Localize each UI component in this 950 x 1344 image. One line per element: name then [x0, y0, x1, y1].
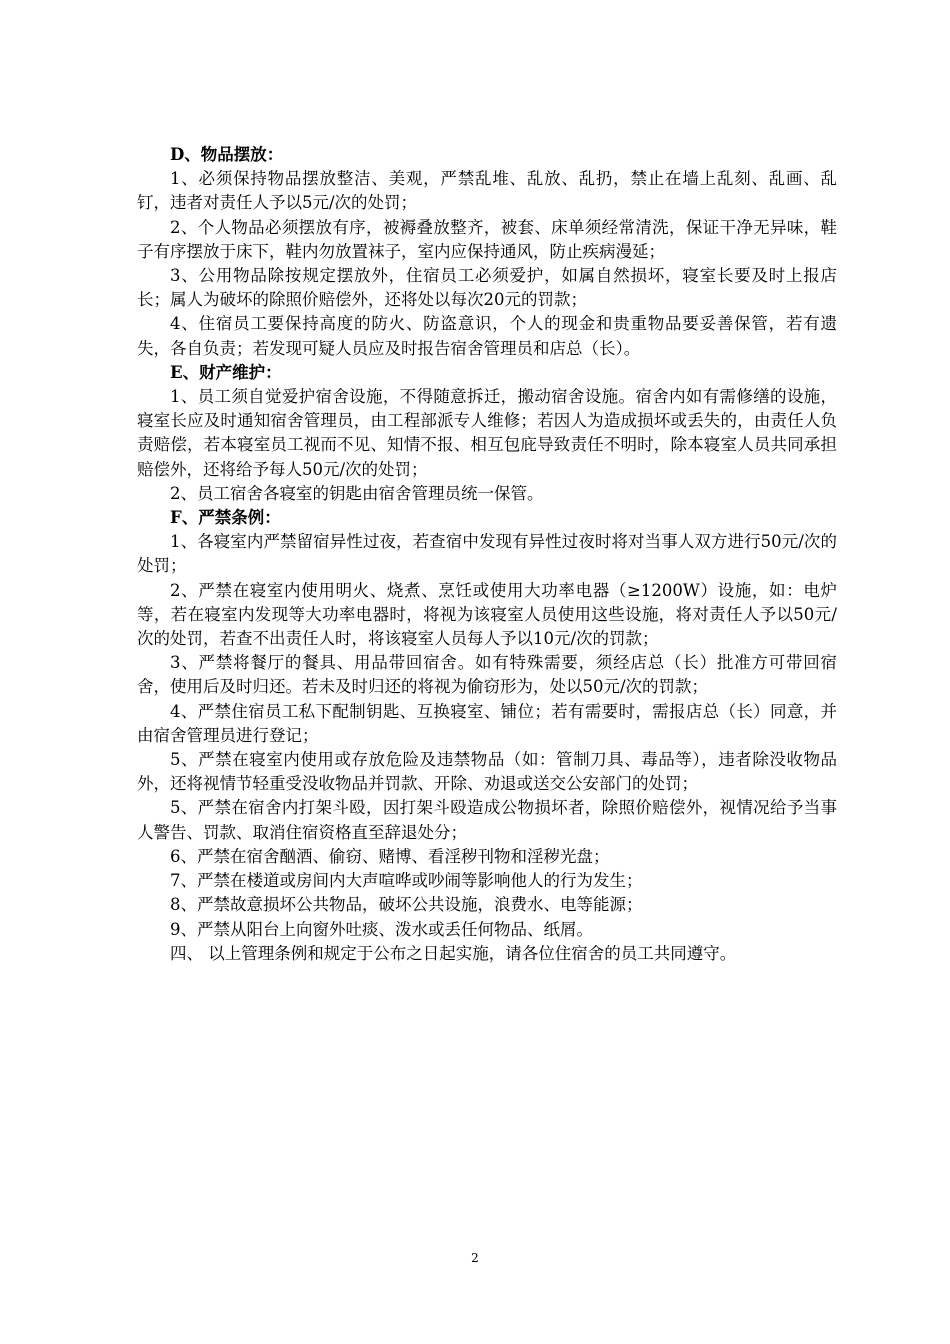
section-f-item-3: 3、严禁将餐厅的餐具、用品带回宿舍。如有特殊需要，须经店总（长）批准方可带回宿舍，使用后及时归还。若未及时归还的将视为偷窃形为，处以50元/次的罚款； [137, 653, 837, 697]
section-e-item-1: 1、员工须自觉爱护宿舍设施，不得随意拆迁，搬动宿舍设施。宿舍内如有需修缮的设施，寝室长应及时通知宿舍管理员，由工程部派专人维修；若因人为造成损坏或丢失的，由责任人负责赔偿，若本寝室员工视而不见、知情不报、相互包庇导致责任不明时，除本寝室人员共同承担赔偿外，还将给予每人50元/次的处罚； [137, 387, 837, 479]
section-d-item-3: 3、公用物品除按规定摆放外，住宿员工必须爱护，如属自然损坏，寝室长要及时上报店长；属人为破坏的除照价赔偿外，还将处以每次20元的罚款； [137, 266, 837, 310]
section-d-item-1: 1、必须保持物品摆放整洁、美观，严禁乱堆、乱放、乱扔，禁止在墙上乱刻、乱画、乱钉，违者对责任人予以5元/次的处罚； [137, 169, 837, 213]
section-d-heading: D、物品摆放： [170, 145, 284, 164]
section-f-item-4: 4、严禁住宿员工私下配制钥匙、互换寝室、铺位；若有需要时，需报店总（长）同意，并由宿舍管理员进行登记； [137, 701, 837, 745]
page-number: 2 [471, 1251, 479, 1265]
section-d-item-4: 4、住宿员工要保持高度的防火、防盗意识，个人的现金和贵重物品要妥善保管，若有遗失，各自负责；若发现可疑人员应及时报告宿舍管理员和店总（长）。 [137, 314, 837, 358]
section-f-item-5b: 5、严禁在宿舍内打架斗殴，因打架斗殴造成公物损坏者，除照价赔偿外，视情况给予当事人警告、罚款、取消住宿资格直至辞退处分； [137, 798, 837, 842]
section-d-item-2: 2、个人物品必须摆放有序，被褥叠放整齐，被套、床单须经常清洗，保证干净无异味，鞋子有序摆放于床下，鞋内勿放置袜子，室内应保持通风，防止疾病漫延； [137, 217, 837, 261]
section-f-item-5a: 5、严禁在寝室内使用或存放危险及违禁物品（如：管制刀具、毒品等），违者除没收物品外，还将视情节轻重受没收物品并罚款、开除、劝退或送交公安部门的处罚； [137, 750, 837, 794]
section-e-heading: E、财产维护： [170, 362, 282, 382]
section-f-item-7: 7、严禁在楼道或房间内大声喧哗或吵闹等影响他人的行为发生； [170, 871, 643, 891]
closing-statement: 四、 以上管理条例和规定于公布之日起实施，请各位住宿舍的员工共同遵守。 [170, 943, 737, 963]
section-f-heading: F、严禁条例： [170, 508, 281, 528]
document-body [137, 143, 837, 966]
section-f-item-1: 1、各寝室内严禁留宿异性过夜，若查宿中发现有异性过夜时将对当事人双方进行50元/次的处罚； [137, 532, 837, 576]
section-f-item-8: 8、严禁故意损坏公共物品，破坏公共设施，浪费水、电等能源； [170, 895, 643, 915]
section-f-item-9: 9、严禁从阳台上向窗外吐痰、泼水或丢任何物品、纸屑。 [170, 919, 593, 939]
section-f-item-2: 2、严禁在寝室内使用明火、烧煮、烹饪或使用大功率电器（≥1200W）设施，如：电炉等，若在寝室内发现等大功率电器时，将视为该寝室人员使用这些设施，将对责任人予以50元/次的处罚，若查不出责任人时，将该寝室人员每人予以10元/次的罚款； [137, 580, 837, 649]
section-e-item-2: 2、员工宿舍各寝室的钥匙由宿舍管理员统一保管。 [170, 483, 544, 503]
section-f-item-6: 6、严禁在宿舍酗酒、偷窃、赌博、看淫秽刊物和淫秽光盘； [170, 846, 610, 866]
